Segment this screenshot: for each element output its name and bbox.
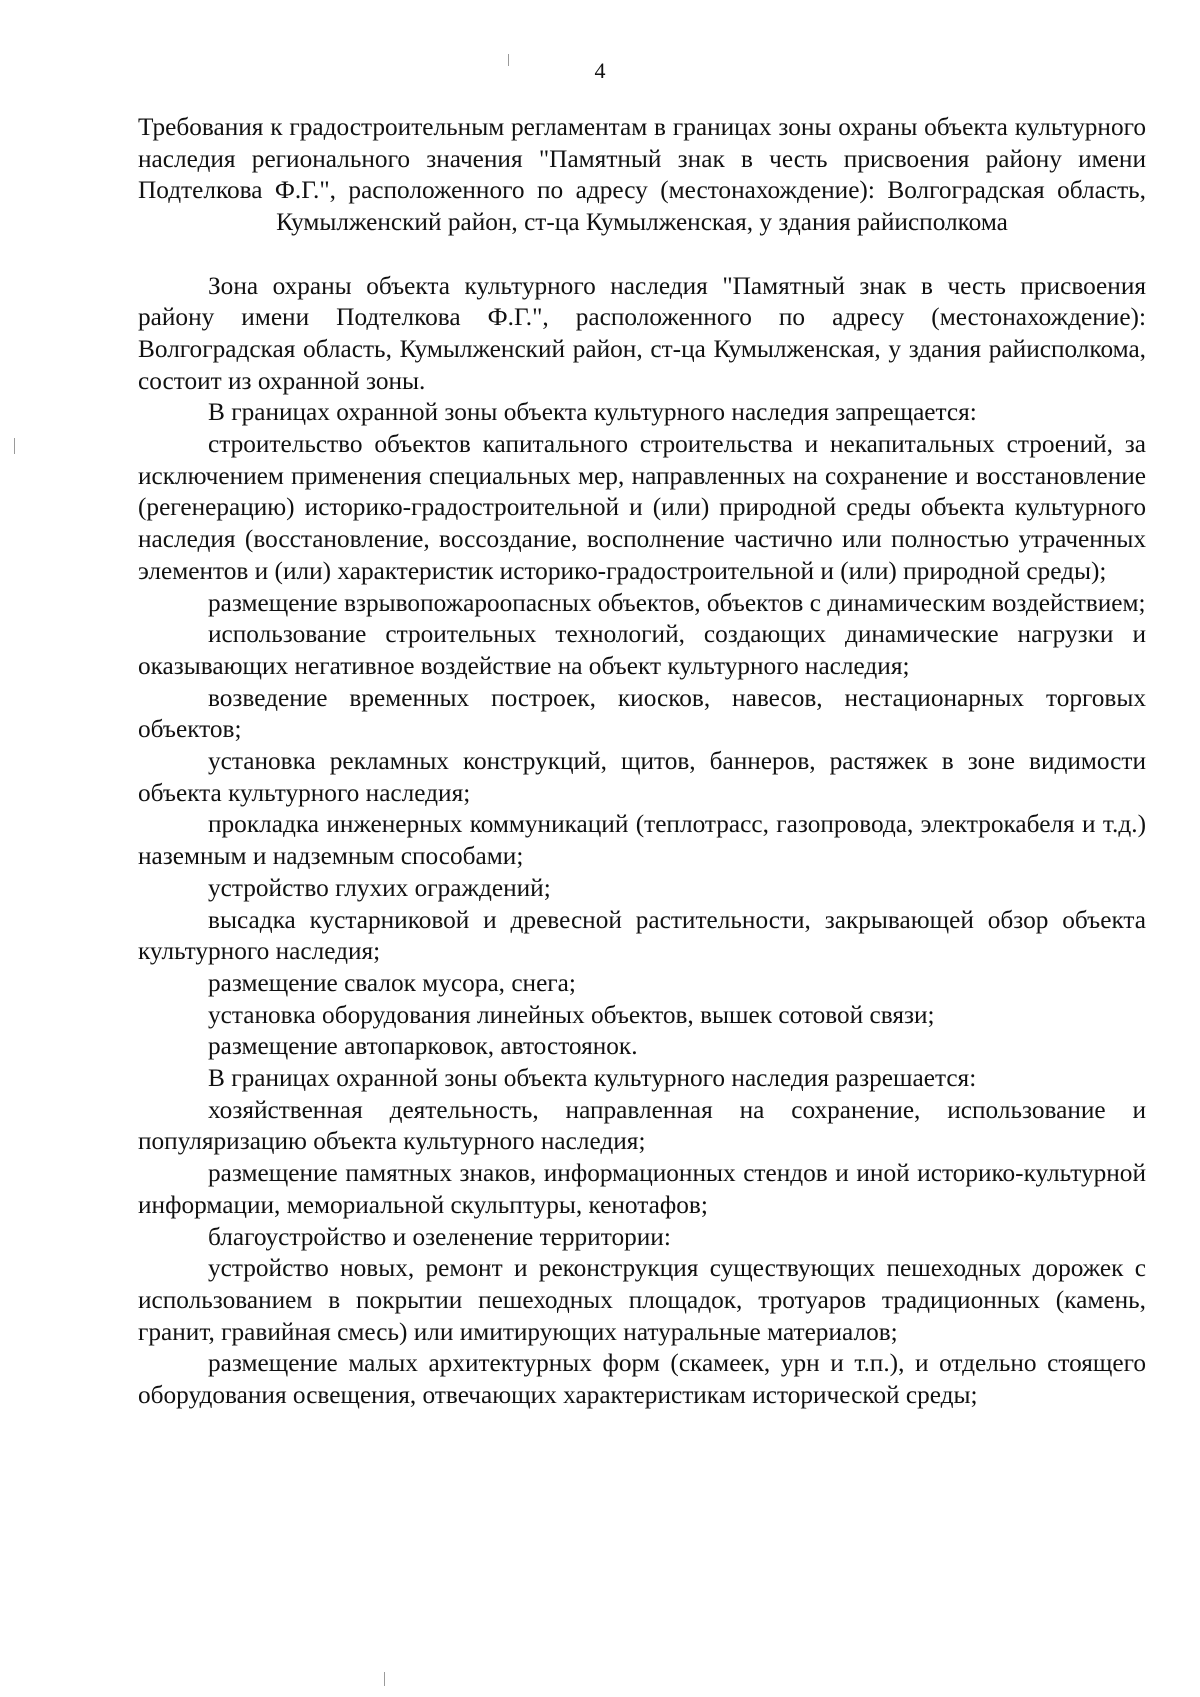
list-item: прокладка инженерных коммуникаций (теплотрасс, газопровода, электрокабеля и т.д.) наземным и надземным способами; bbox=[138, 810, 1146, 871]
list-item: строительство объектов капитального строительства и некапитальных строений, за исключением применения специальных мер, направленных на сохранение и восстановление (регенерацию) историко-градостроительной и (или) природной среды объекта культурного наследия (восстановление, воссоздание, восполнение частично или полностью утраченных элементов и (или) характеристик историко-градостроительной и (или) природной среды); bbox=[138, 430, 1146, 585]
list-item: размещение памятных знаков, информационных стендов и иной историко-культурной информации, мемориальной скульптуры, кенотафов; bbox=[138, 1159, 1146, 1219]
list-item: использование строительных технологий, создающих динамические нагрузки и оказывающих негативное воздействие на объект культурного наследия; bbox=[138, 620, 1146, 680]
document-heading: Требования к градостроительным регламентам в границах зоны охраны объекта культурного наследия регионального значения "Памятный знак в честь присвоения району имени Подтелкова Ф.Г.", расположенного по адресу (местонахождение): Волгоградская область, Кумылженский район, ст-ца Кумылженская, у здания райисполкома bbox=[138, 113, 1146, 237]
page-number: 4 bbox=[594, 58, 606, 83]
paragraph-zone-description: Зона охраны объекта культурного наследия "Памятный знак в честь присвоения району имени Подтелкова Ф.Г.", расположенного по адресу (местонахождение): Волгоградская область, Кумылженский район, ст-ца Кумылженская, у здания райисполкома, состоит из охранной зоны. bbox=[138, 271, 1146, 395]
list-item: установка рекламных конструкций, щитов, баннеров, растяжек в зоне видимости объекта культурного наследия; bbox=[138, 747, 1146, 807]
paragraph-prohibited-intro: В границах охранной зоны объекта культурного наследия запрещается: bbox=[208, 398, 977, 427]
list-item: возведение временных построек, киосков, навесов, нестационарных торговых объектов; bbox=[138, 683, 1146, 744]
list-item: размещение малых архитектурных форм (скамеек, урн и т.п.), и отдельно стоящего оборудования освещения, отвечающих характеристикам исторической среды; bbox=[138, 1349, 1146, 1410]
scan-artifact-top bbox=[508, 54, 509, 66]
spacer bbox=[138, 239, 1146, 271]
list-item: размещение взрывопожароопасных объектов, объектов с динамическим воздействием; bbox=[208, 588, 1146, 617]
list-item: высадка кустарниковой и древесной растительности, закрывающей обзор объекта культурного наследия; bbox=[138, 905, 1146, 966]
list-item: хозяйственная деятельность, направленная на сохранение, использование и популяризацию объекта культурного наследия; bbox=[138, 1095, 1146, 1156]
list-item: устройство глухих ограждений; bbox=[208, 873, 551, 902]
scan-artifact-left bbox=[14, 438, 15, 454]
scan-artifact-bottom bbox=[384, 1672, 385, 1686]
paragraph-permitted-intro: В границах охранной зоны объекта культурного наследия разрешается: bbox=[208, 1064, 977, 1093]
list-item: устройство новых, ремонт и реконструкция существующих пешеходных дорожек с использованием в покрытии пешеходных площадок, тротуаров традиционных (камень, гранит, гравийная смесь) или имитирующих натуральные материалов; bbox=[138, 1254, 1146, 1346]
list-item: установка оборудования линейных объектов, вышек сотовой связи; bbox=[208, 1000, 935, 1029]
list-item: благоустройство и озеленение территории: bbox=[208, 1222, 671, 1251]
list-item: размещение автопарковок, автостоянок. bbox=[208, 1032, 638, 1061]
list-item: размещение свалок мусора, снега; bbox=[208, 968, 576, 997]
document-body bbox=[138, 112, 1146, 1412]
